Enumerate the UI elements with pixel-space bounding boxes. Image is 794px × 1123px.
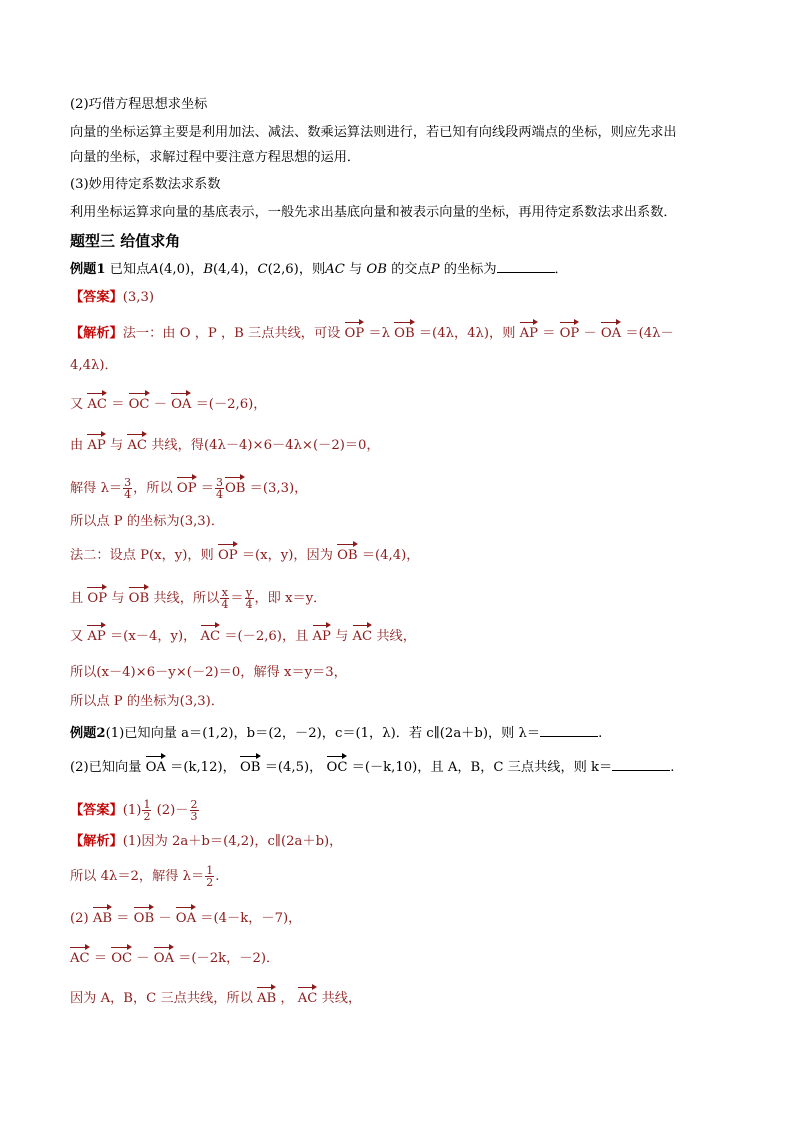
- sec2-body-line1: 向量的坐标运算主要是利用加法、减法、数乘运算法则进行，若已知有向线段两端点的坐标，则应先求出: [70, 125, 677, 140]
- ex2-question1: 例题2(1)已知向量 a＝(1,2)，b＝(2，－2)，c＝(1，λ)．若 c∥(2a＋b)，则 λ＝ .: [70, 726, 603, 741]
- fraction: $\frac{3}{4}$: [124, 476, 132, 501]
- ex2-analysis-line4: AC ＝ OC － OA ＝(－2k，－2)．: [70, 951, 280, 966]
- ex1-question: 例题1 已知点A(4,0)，B(4,4)，C(2,6)，则AC 与 OB 的交点P 的坐标为 ．: [70, 262, 568, 277]
- sec2-body-line2: 向量的坐标，求解过程中要注意方程思想的运用．: [70, 150, 361, 165]
- ex1-analysis-line2: 4,4λ)．: [70, 358, 118, 373]
- ex1-analysis-line1: 【解析】法一：由 O ，P ，B 三点共线，可设 OP ＝λ OB ＝(4λ，4λ)，则 AP ＝ OP － OA ＝(4λ－: [70, 326, 674, 341]
- ex1-method2-line3: 又 AP ＝(x－4，y)， AC ＝(－2,6)，且 AP 与 AC 共线，: [70, 629, 416, 644]
- fraction: $\frac{3}{4}$: [215, 476, 223, 501]
- fraction: $\frac{y}{4}$: [245, 586, 253, 611]
- ex1-analysis-line5: 解得 λ＝ $\frac{3}{4}$ ，所以 OP ＝ $\frac{3}{4}$ OB ＝(3,3)，: [70, 476, 308, 501]
- fraction: $\frac{1}{2}$: [143, 798, 151, 823]
- ex2-answer: 【答案】(1) $\frac{1}{2}$ (2)－ $\frac{2}{3}$: [70, 798, 198, 823]
- ex2-analysis-line1: 【解析】(1)因为 2a＋b＝(4,2)，c∥(2a＋b)，: [70, 834, 343, 849]
- type3-heading: 题型三 给值求角: [70, 232, 181, 250]
- answer-blank: [612, 758, 670, 771]
- ex2-analysis-line3: (2) AB ＝ OB － OA ＝(4－k，－7)，: [70, 911, 302, 926]
- ex2-analysis-line5: 因为 A，B，C 三点共线，所以 AB ， AC 共线，: [70, 991, 362, 1006]
- ex1-analysis-line4: 由 AP 与 AC 共线，得(4λ－4)×6－4λ×(－2)＝0，: [70, 438, 380, 453]
- answer-blank: [540, 724, 598, 737]
- ex1-method2-line1: 法二：设点 P(x，y)，则 OP ＝(x，y)，因为 OB ＝(4,4)，: [70, 548, 420, 563]
- sec2-title: (2)巧借方程思想求坐标: [70, 97, 208, 112]
- sec3-body: 利用坐标运算求向量的基底表示，一般先求出基底向量和被表示向量的坐标，再用待定系数法求出系数．: [70, 205, 677, 220]
- ex1-method2-line2: 且 OP 与 OB 共线，所以 $\frac{x}{4}$ ＝ $\frac{y}{4}$ ，即 x＝y．: [70, 586, 327, 611]
- sec3-title: (3)妙用待定系数法求系数: [70, 177, 221, 192]
- ex2-question2: (2)已知向量 OA ＝(k,12)， OB ＝(4,5)， OC ＝(－k,10)，且 A，B，C 三点共线，则 k＝ .: [70, 760, 675, 775]
- ex1-method2-line4: 所以(x－4)×6－y×(－2)＝0，解得 x＝y＝3，: [70, 665, 347, 680]
- ex1-method2-line5: 所以点 P 的坐标为(3,3)．: [70, 694, 225, 709]
- ex2-analysis-line2: 所以 4λ＝2，解得 λ＝ $\frac{1}{2}$ .: [70, 864, 220, 889]
- fraction: $\frac{2}{3}$: [190, 798, 198, 823]
- ex1-answer: 【答案】(3,3): [70, 290, 155, 305]
- ex1-analysis-line3: 又 AC ＝ OC － OA ＝(－2,6)，: [70, 397, 267, 412]
- fraction: $\frac{1}{2}$: [206, 864, 214, 889]
- answer-blank: [497, 260, 555, 273]
- ex1-analysis-line6: 所以点 P 的坐标为(3,3)．: [70, 514, 225, 529]
- fraction: $\frac{x}{4}$: [221, 586, 229, 611]
